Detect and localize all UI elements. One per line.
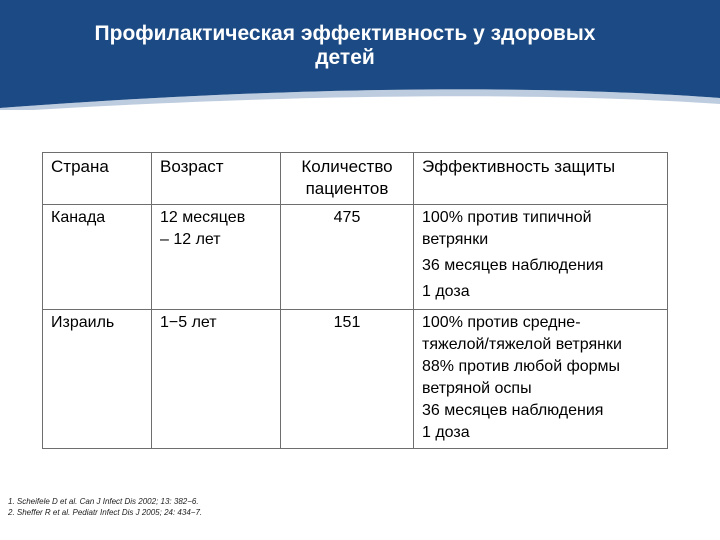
reference-item: 2. Sheffer R et al. Pediatr Infect Dis J 2005; 24: 434−7. <box>8 508 203 517</box>
table-row <box>43 205 668 310</box>
efficacy-line: 36 месяцев наблюдения <box>422 257 604 274</box>
patients-cell: 475 <box>281 205 414 310</box>
references <box>8 496 202 518</box>
table-row <box>43 310 668 449</box>
country-cell: Израиль <box>43 310 152 449</box>
page-title <box>40 22 650 70</box>
efficacy-cell <box>414 205 668 310</box>
column-header-patients <box>281 153 414 205</box>
header-banner <box>0 0 720 110</box>
age-line-1: 12 месяцев <box>160 209 246 226</box>
title-line-1: Профилактическая эффективность у здоровых <box>94 22 596 45</box>
efficacy-line: тяжелой/тяжелой ветрянки <box>422 336 622 353</box>
efficacy-line: 36 месяцев наблюдения <box>422 402 604 419</box>
efficacy-line: 100% против типичной <box>422 209 592 226</box>
reference-item: 1. Scheifele D et al. Can J Infect Dis 2002; 13: 382−6. <box>8 497 199 506</box>
efficacy-table <box>42 152 668 449</box>
age-line-2: – 12 лет <box>160 231 221 248</box>
column-header-age: Возраст <box>152 153 281 205</box>
efficacy-line: 88% против любой формы <box>422 358 621 375</box>
efficacy-cell <box>414 310 668 449</box>
column-header-country: Страна <box>43 153 152 205</box>
efficacy-line: 100% против средне- <box>422 314 581 331</box>
efficacy-line: 1 доза <box>422 283 470 300</box>
efficacy-line: 1 доза <box>422 424 470 441</box>
patients-cell: 151 <box>281 310 414 449</box>
table-header-row <box>43 153 668 205</box>
patients-header-line-2: пациентов <box>305 179 389 198</box>
patients-header-line-1: Количество <box>301 157 393 176</box>
efficacy-line: ветряной оспы <box>422 380 532 397</box>
age-line-1: 1−5 лет <box>160 314 217 331</box>
title-line-2: детей <box>315 46 375 69</box>
column-header-efficacy: Эффективность защиты <box>414 153 668 205</box>
age-cell <box>152 310 281 449</box>
efficacy-line: ветрянки <box>422 231 489 248</box>
country-cell: Канада <box>43 205 152 310</box>
age-cell <box>152 205 281 310</box>
